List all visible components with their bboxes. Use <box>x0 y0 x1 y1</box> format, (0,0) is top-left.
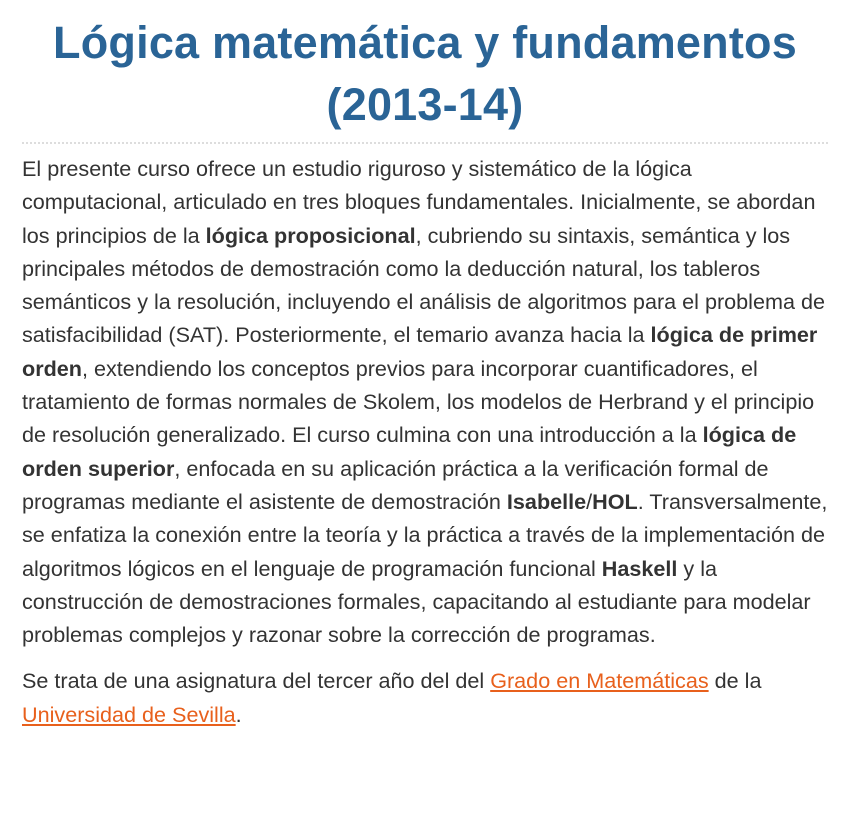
text-segment: / <box>586 488 593 514</box>
text-segment: y la construcción de demostraciones formales, capacitando al estudiante para modelar problemas complejos y razonar sobre la corrección de programas. <box>22 555 811 648</box>
bold-logica-orden-superior: lógica de orden superior <box>22 422 797 481</box>
title-line-2: (2013-14) <box>326 79 524 130</box>
text-segment: Se trata de una asignatura del tercer año del del <box>22 668 491 694</box>
text-segment: El presente curso ofrece un estudio riguroso y sistemático de la lógica computacional, articulado en tres bloques fundamentales. Inicialmente, se abordan los principios de la <box>22 156 816 248</box>
page-title <box>22 0 828 136</box>
text-segment: . <box>235 701 242 727</box>
bold-hol: HOL <box>592 488 638 514</box>
bold-isabelle: Isabelle <box>506 488 587 514</box>
text-segment: . Transversalmente, se enfatiza la conexión entre la teoría y la práctica a través de la implementación de algoritmos lógicos en el lenguaje de programación funcional <box>22 488 828 581</box>
course-description-paragraph <box>22 152 828 651</box>
universidad-sevilla-link[interactable]: Universidad de Sevilla <box>22 701 236 727</box>
course-context-paragraph <box>22 664 828 731</box>
title-line-1: Lógica matemática y fundamentos <box>53 17 797 68</box>
bold-haskell: Haskell <box>601 555 678 581</box>
text-segment: , enfocada en su aplicación práctica a la verificación formal de programas mediante el asistente de demostración <box>22 455 769 514</box>
text-segment: , cubriendo su sintaxis, semántica y los principales métodos de demostración como la deducción natural, los tableros semánticos y la resolución, incluyendo el análisis de algoritmos para el problema de satisfacibilidad (SAT). Posteriormente, el temario avanza hacia la <box>22 222 825 348</box>
bold-logica-proposicional: lógica proposicional <box>205 222 416 248</box>
title-divider <box>22 142 828 144</box>
grado-matematicas-link[interactable]: Grado en Matemáticas <box>490 668 709 694</box>
bold-logica-primer-orden: lógica de primer orden <box>22 322 818 381</box>
text-segment: , extendiendo los conceptos previos para incorporar cuantificadores, el tratamiento de formas normales de Skolem, los modelos de Herbrand y el principio de resolución generalizado. El curso culmina con una introducción a la <box>22 355 815 448</box>
text-segment: de la <box>708 668 762 694</box>
